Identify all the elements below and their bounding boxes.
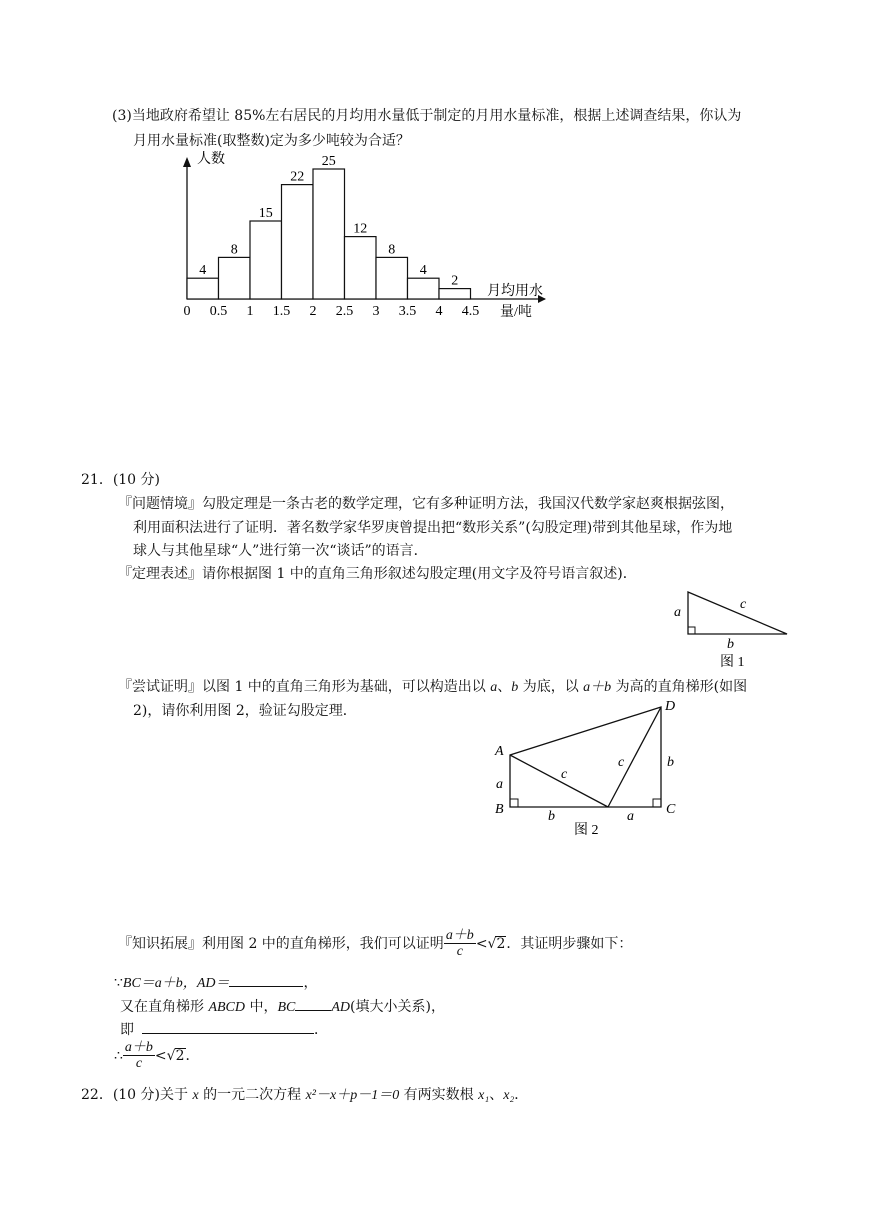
figure-1-right-triangle: [668, 582, 808, 672]
x-tick-label: 4.5: [461, 304, 480, 319]
fig2-caption: 图 2: [574, 823, 599, 838]
q22-root-x2: x₂: [503, 1088, 515, 1103]
inequality-answer-blank[interactable]: [142, 1020, 314, 1034]
histogram-bar: [439, 289, 471, 299]
figure-2-right-trapezoid: [490, 695, 690, 840]
vertex-d-label: D: [665, 699, 676, 714]
q20-part3-line1: (3)当地政府希望让 85%左右居民的月均用水量低于制定的月用水量标准，根据上述调查结果，你认为: [112, 108, 742, 124]
trapezoid-outline: [510, 707, 661, 807]
sqrt-sign-2: √: [166, 1047, 176, 1064]
histogram-bar: [250, 221, 282, 299]
q21-situation-line1: 『问题情境』勾股定理是一条古老的数学定理，它有多种证明方法，我国汉代数学家赵爽根据弦图，: [118, 496, 734, 512]
x-tick-label: 4: [435, 304, 443, 319]
q21-proof-line2: 2)，请你利用图 2，验证勾股定理．: [133, 703, 357, 719]
histogram-bar: [187, 278, 219, 299]
fig1-label-b: b: [727, 637, 734, 652]
x-tick-label: 2.5: [335, 304, 354, 319]
histogram-bar: [408, 278, 440, 299]
histogram-bar: [219, 257, 251, 299]
trap-name: ABCD: [208, 1000, 246, 1015]
right-angle-mark: [688, 627, 695, 634]
extension-prefix: 『知识拓展』利用图 2 中的直角梯形，我们可以证明: [118, 935, 444, 952]
fraction-denominator: c: [456, 944, 463, 960]
comma: ，: [303, 975, 318, 991]
right-angle-mark-c: [653, 799, 661, 807]
histogram-bar: [313, 169, 345, 299]
step-because-line: [114, 973, 317, 991]
q21-extension-line: [118, 928, 632, 960]
fraction-numerator-2: a＋b: [124, 1040, 153, 1055]
bar-value-label: 4: [419, 263, 427, 279]
proof-text-c: 为高的直角梯形(如图: [611, 679, 748, 695]
trap-mid: 中，: [245, 999, 278, 1015]
side-c-ed-label: c: [618, 755, 625, 770]
vertex-a-label: A: [495, 744, 504, 759]
right-angle-mark-b: [510, 799, 518, 807]
end-period: ．: [185, 1047, 200, 1064]
ad-equation: AD＝: [196, 976, 230, 991]
q21-header: 21．(10 分): [81, 472, 161, 488]
q22-sep: 、: [489, 1087, 504, 1103]
side-b-bottom-label: b: [548, 809, 555, 824]
step-therefore-line: [114, 1040, 200, 1072]
y-axis-label: 人数: [197, 152, 225, 167]
ji-period: ．: [314, 1022, 328, 1038]
q22-text-a: 22．(10 分)关于: [81, 1087, 193, 1103]
sqrt-radicand: 2: [496, 935, 506, 952]
q22-equation: x²－x＋p－1＝0: [305, 1088, 400, 1103]
x-tick-label: 0.5: [209, 304, 228, 319]
less-than: <: [475, 935, 488, 952]
histogram-bar: [376, 257, 408, 299]
bar-value-label: 25: [321, 154, 336, 169]
sqrt-sign: √: [487, 935, 497, 952]
q22-text-b: 的一元二次方程: [198, 1087, 306, 1103]
ji-label: 即: [120, 1022, 134, 1038]
fraction-numerator: a＋b: [445, 928, 474, 943]
bar-value-label: 8: [230, 242, 238, 258]
proof-text-a: 『尝试证明』以图 1 中的直角三角形为基础，可以构造出以: [118, 679, 491, 695]
q21-situation-line3: 球人与其他星球“人”进行第一次“谈话”的语言．: [133, 543, 428, 559]
ad-answer-blank[interactable]: [229, 973, 303, 987]
x-tick-label: 3: [372, 304, 380, 319]
compare-answer-blank[interactable]: [295, 997, 331, 1011]
trap-suffix: (填大小关系)，: [350, 999, 445, 1015]
x-axis-label-line1: 月均用水: [487, 284, 543, 299]
fraction-apb-over-c: [444, 928, 476, 960]
histogram-bar: [345, 237, 377, 299]
q22-line: [81, 1088, 528, 1103]
q20-part3-line2: 月用水量标准(取整数)定为多少吨较为合适？: [133, 133, 410, 149]
q22-text-c: 有两实数根: [399, 1087, 479, 1103]
trap-ad: AD: [331, 1000, 351, 1015]
histogram-bar: [282, 185, 314, 299]
step-trapezoid-line: [120, 997, 445, 1015]
bar-value-label: 2: [451, 273, 459, 289]
proof-var-apb: a＋b: [583, 680, 612, 695]
bc-equation: BC＝a＋b，: [122, 976, 197, 991]
side-b-right-label: b: [667, 755, 674, 770]
bar-value-label: 22: [290, 169, 305, 185]
x-tick-label: 3.5: [398, 304, 417, 319]
fraction-apb-over-c-2: [123, 1040, 155, 1072]
side-c-ae-label: c: [561, 767, 568, 782]
q21-proof-line1: [118, 680, 747, 695]
q22-end: ．: [514, 1087, 529, 1103]
q21-situation-line2: 利用面积法进行了证明．著名数学家华罗庚曾提出把“数形关系”(勾股定理)带到其他星球，作为地: [133, 520, 733, 536]
x-tick-label: 1.5: [272, 304, 291, 319]
fig1-caption: 图 1: [720, 655, 745, 670]
vertex-b-label: B: [495, 802, 504, 817]
step-ji-line: [120, 1020, 328, 1037]
water-usage-histogram: [160, 145, 560, 325]
triangle-shape: [688, 592, 787, 634]
sqrt-radicand-2: 2: [175, 1047, 185, 1064]
x-tick-label: 0: [183, 304, 191, 319]
trap-bc: BC: [277, 1000, 296, 1015]
histogram-bars: [187, 169, 471, 299]
side-a-bottom-label: a: [627, 809, 634, 824]
fraction-denominator-2: c: [135, 1056, 143, 1072]
x-axis-label-line2: 量/吨: [500, 305, 532, 320]
proof-sep: 、: [497, 679, 512, 695]
segment-ae: [510, 755, 608, 807]
fig1-label-a: a: [674, 605, 681, 620]
x-tick-label: 1: [246, 304, 254, 319]
y-axis-arrow: [183, 157, 191, 167]
bar-value-label: 4: [199, 263, 207, 279]
vertex-c-label: C: [666, 802, 676, 817]
proof-var-a: a: [490, 680, 498, 695]
because-symbol: ∵: [114, 975, 123, 991]
proof-text-b: 为底，以: [518, 679, 584, 695]
q21-statement: 『定理表述』请你根据图 1 中的直角三角形叙述勾股定理(用文字及符号语言叙述)．: [118, 566, 637, 582]
side-a-left-label: a: [496, 777, 503, 792]
bar-value-label: 15: [258, 206, 273, 221]
q22-var-x: x: [192, 1088, 199, 1103]
q22-root-x1: x₁: [478, 1088, 490, 1103]
fig1-label-c: c: [740, 597, 747, 612]
less-than-2: <: [154, 1047, 167, 1064]
bar-value-label: 8: [388, 242, 396, 258]
therefore-symbol: ∴: [114, 1047, 123, 1064]
extension-suffix: ．其证明步骤如下：: [506, 935, 633, 952]
bar-value-label: 12: [353, 221, 368, 237]
trap-prefix: 又在直角梯形: [120, 999, 209, 1015]
proof-var-b: b: [511, 680, 519, 695]
x-tick-label: 2: [309, 304, 317, 319]
